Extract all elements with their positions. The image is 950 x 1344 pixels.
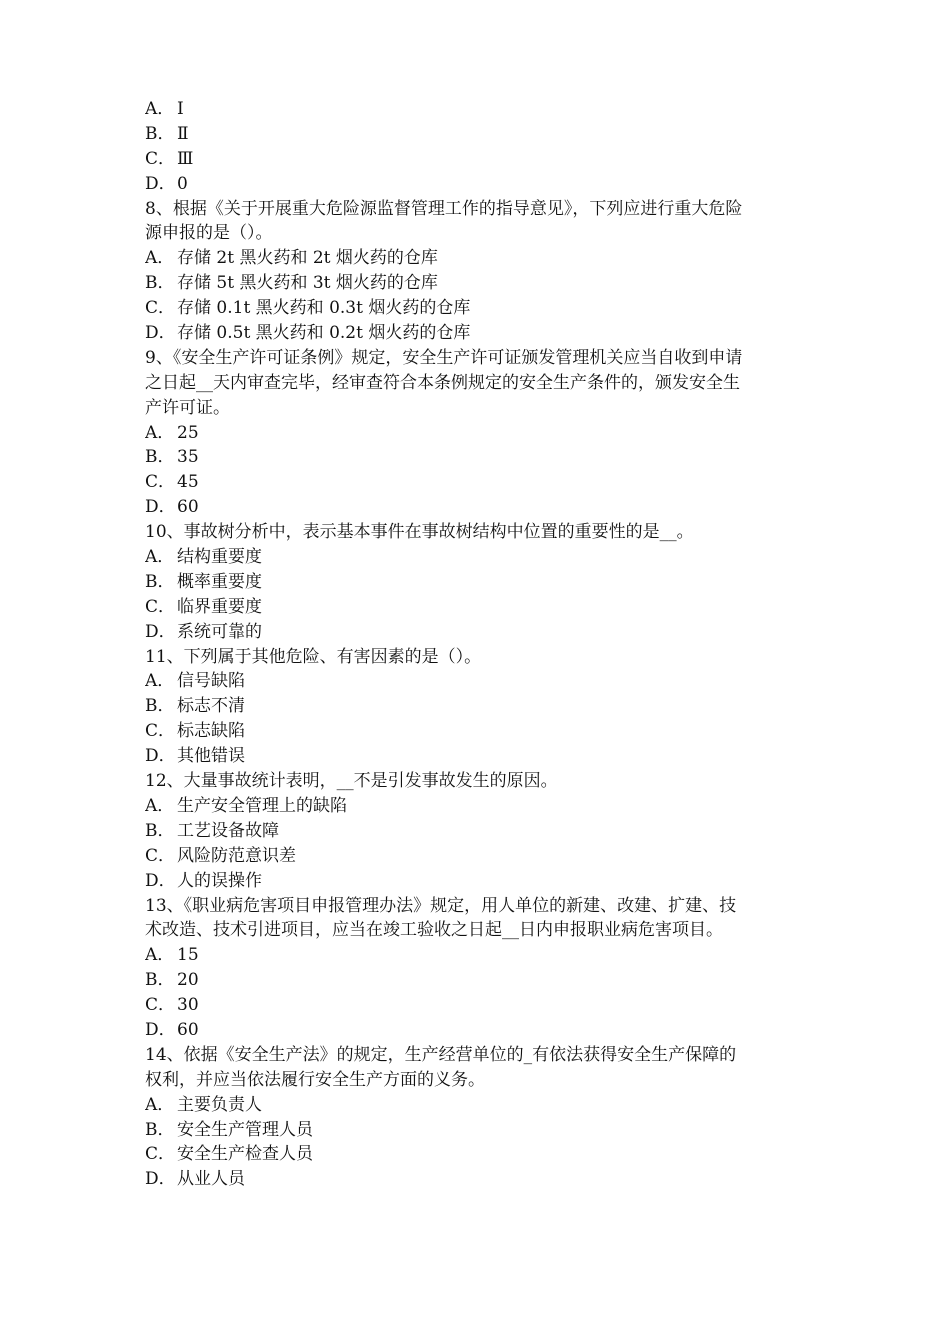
question-stem-line: 产许可证。 bbox=[145, 397, 230, 418]
question-block bbox=[145, 645, 815, 769]
question-stem-line: 12、大量事故统计表明，__不是引发事故发生的原因。 bbox=[145, 771, 558, 792]
option-text: 主要负责人 bbox=[177, 1094, 262, 1115]
option-text: 临界重要度 bbox=[177, 596, 262, 617]
option-letter: C． bbox=[145, 995, 176, 1016]
answer-option bbox=[145, 470, 815, 495]
option-text: 35 bbox=[177, 447, 199, 468]
option-letter: C． bbox=[145, 596, 176, 617]
answer-option bbox=[145, 1018, 815, 1043]
answer-option bbox=[145, 844, 815, 869]
question-stem-line: 13、《职业病危害项目申报管理办法》规定，用人单位的新建、改建、扩建、技 bbox=[145, 895, 737, 916]
question-block bbox=[145, 1043, 815, 1192]
answer-option bbox=[145, 1093, 815, 1118]
question-block bbox=[145, 894, 815, 1043]
option-text: 存储 5t 黑火药和 3t 烟火药的仓库 bbox=[177, 273, 438, 294]
option-letter: A． bbox=[145, 248, 175, 269]
answer-option bbox=[145, 794, 815, 819]
option-letter: B． bbox=[145, 1119, 175, 1140]
option-letter: A． bbox=[145, 1094, 175, 1115]
answer-option bbox=[145, 445, 815, 470]
option-text: 风险防范意识差 bbox=[177, 845, 296, 866]
answer-option bbox=[145, 620, 815, 645]
option-letter: D． bbox=[145, 173, 176, 194]
question-block bbox=[145, 197, 815, 346]
answer-option bbox=[145, 943, 815, 968]
option-text: 15 bbox=[177, 945, 199, 966]
answer-option bbox=[145, 545, 815, 570]
answer-option bbox=[145, 421, 815, 446]
option-text: 存储 2t 黑火药和 2t 烟火药的仓库 bbox=[177, 248, 438, 269]
answer-option bbox=[145, 968, 815, 993]
option-text: 结构重要度 bbox=[177, 547, 262, 568]
question-block bbox=[145, 346, 815, 520]
option-text: 标志缺陷 bbox=[177, 721, 245, 742]
answer-option bbox=[145, 595, 815, 620]
option-letter: C． bbox=[145, 1144, 176, 1165]
option-text: 安全生产检查人员 bbox=[177, 1144, 313, 1165]
option-text: 从业人员 bbox=[177, 1169, 245, 1190]
leading-option bbox=[145, 97, 815, 122]
option-text: 25 bbox=[177, 422, 199, 443]
option-text: 安全生产管理人员 bbox=[177, 1119, 313, 1140]
option-text: 60 bbox=[177, 497, 199, 518]
option-letter: B． bbox=[145, 447, 175, 468]
option-letter: C． bbox=[145, 148, 176, 169]
option-letter: A． bbox=[145, 671, 175, 692]
option-letter: D． bbox=[145, 1019, 176, 1040]
question-block bbox=[145, 520, 815, 644]
option-text: 工艺设备故障 bbox=[177, 820, 279, 841]
answer-option bbox=[145, 495, 815, 520]
option-letter: C． bbox=[145, 298, 176, 319]
option-text: 人的误操作 bbox=[177, 870, 262, 891]
option-letter: B． bbox=[145, 970, 175, 991]
answer-option bbox=[145, 1142, 815, 1167]
answer-option bbox=[145, 744, 815, 769]
answer-option bbox=[145, 993, 815, 1018]
option-letter: C． bbox=[145, 472, 176, 493]
question-block bbox=[145, 769, 815, 893]
option-text: Ⅰ bbox=[177, 99, 184, 119]
answer-option bbox=[145, 321, 815, 346]
question-stem-line: 术改造、技术引进项目，应当在竣工验收之日起__日内申报职业病危害项目。 bbox=[145, 920, 723, 941]
answer-option bbox=[145, 869, 815, 894]
option-letter: D． bbox=[145, 621, 176, 642]
question-stem-line: 10、事故树分析中，表示基本事件在事故树结构中位置的重要性的是__。 bbox=[145, 522, 694, 543]
option-text: 存储 0.5t 黑火药和 0.2t 烟火药的仓库 bbox=[177, 323, 471, 344]
leading-option bbox=[145, 147, 815, 172]
option-letter: B． bbox=[145, 571, 175, 592]
answer-option bbox=[145, 694, 815, 719]
option-letter: A． bbox=[145, 945, 175, 966]
option-letter: A． bbox=[145, 99, 175, 119]
question-stem-line: 11、下列属于其他危险、有害因素的是（）。 bbox=[145, 646, 482, 667]
option-letter: C． bbox=[145, 721, 176, 742]
question-stem-line: 14、依据《安全生产法》的规定，生产经营单位的_有依法获得安全生产保障的 bbox=[145, 1044, 737, 1065]
answer-option bbox=[145, 246, 815, 271]
question-stem-line: 之日起__天内审查完毕，经审查符合本条例规定的安全生产条件的，颁发安全生 bbox=[145, 372, 740, 393]
answer-option bbox=[145, 669, 815, 694]
option-letter: D． bbox=[145, 323, 176, 344]
option-text: 生产安全管理上的缺陷 bbox=[177, 795, 347, 816]
option-letter: B． bbox=[145, 123, 175, 144]
option-text: 20 bbox=[177, 970, 199, 991]
question-stem-line: 8、根据《关于开展重大危险源监督管理工作的指导意见》，下列应进行重大危险 bbox=[145, 198, 743, 219]
option-letter: A． bbox=[145, 422, 175, 443]
option-text: 30 bbox=[177, 995, 199, 1016]
option-letter: B． bbox=[145, 820, 175, 841]
answer-option bbox=[145, 719, 815, 744]
option-letter: A． bbox=[145, 547, 175, 568]
question-stem-line: 权利，并应当依法履行安全生产方面的义务。 bbox=[145, 1069, 485, 1090]
option-letter: B． bbox=[145, 273, 175, 294]
answer-option bbox=[145, 1167, 815, 1192]
option-text: 信号缺陷 bbox=[177, 671, 245, 692]
answer-option bbox=[145, 271, 815, 296]
option-letter: B． bbox=[145, 696, 175, 717]
option-text: 系统可靠的 bbox=[177, 621, 262, 642]
leading-option bbox=[145, 172, 815, 197]
option-text: 0 bbox=[177, 173, 188, 194]
option-text: 45 bbox=[177, 472, 199, 493]
question-stem-line: 9、《安全生产许可证条例》规定，安全生产许可证颁发管理机关应当自收到申请 bbox=[145, 347, 743, 368]
option-text: Ⅱ bbox=[177, 123, 189, 144]
answer-option bbox=[145, 1118, 815, 1143]
option-letter: A． bbox=[145, 795, 175, 816]
option-text: Ⅲ bbox=[177, 148, 194, 169]
answer-option bbox=[145, 570, 815, 595]
option-letter: C． bbox=[145, 845, 176, 866]
option-text: 概率重要度 bbox=[177, 571, 262, 592]
answer-option bbox=[145, 296, 815, 321]
option-letter: D． bbox=[145, 870, 176, 891]
option-letter: D． bbox=[145, 1169, 176, 1190]
question-stem-line: 源申报的是（）。 bbox=[145, 223, 273, 244]
option-text: 存储 0.1t 黑火药和 0.3t 烟火药的仓库 bbox=[177, 298, 471, 319]
leading-option bbox=[145, 122, 815, 147]
option-text: 60 bbox=[177, 1019, 199, 1040]
option-text: 其他错误 bbox=[177, 746, 245, 767]
option-text: 标志不清 bbox=[177, 696, 245, 717]
answer-option bbox=[145, 819, 815, 844]
option-letter: D． bbox=[145, 746, 176, 767]
option-letter: D． bbox=[145, 497, 176, 518]
document-page bbox=[145, 97, 815, 1192]
